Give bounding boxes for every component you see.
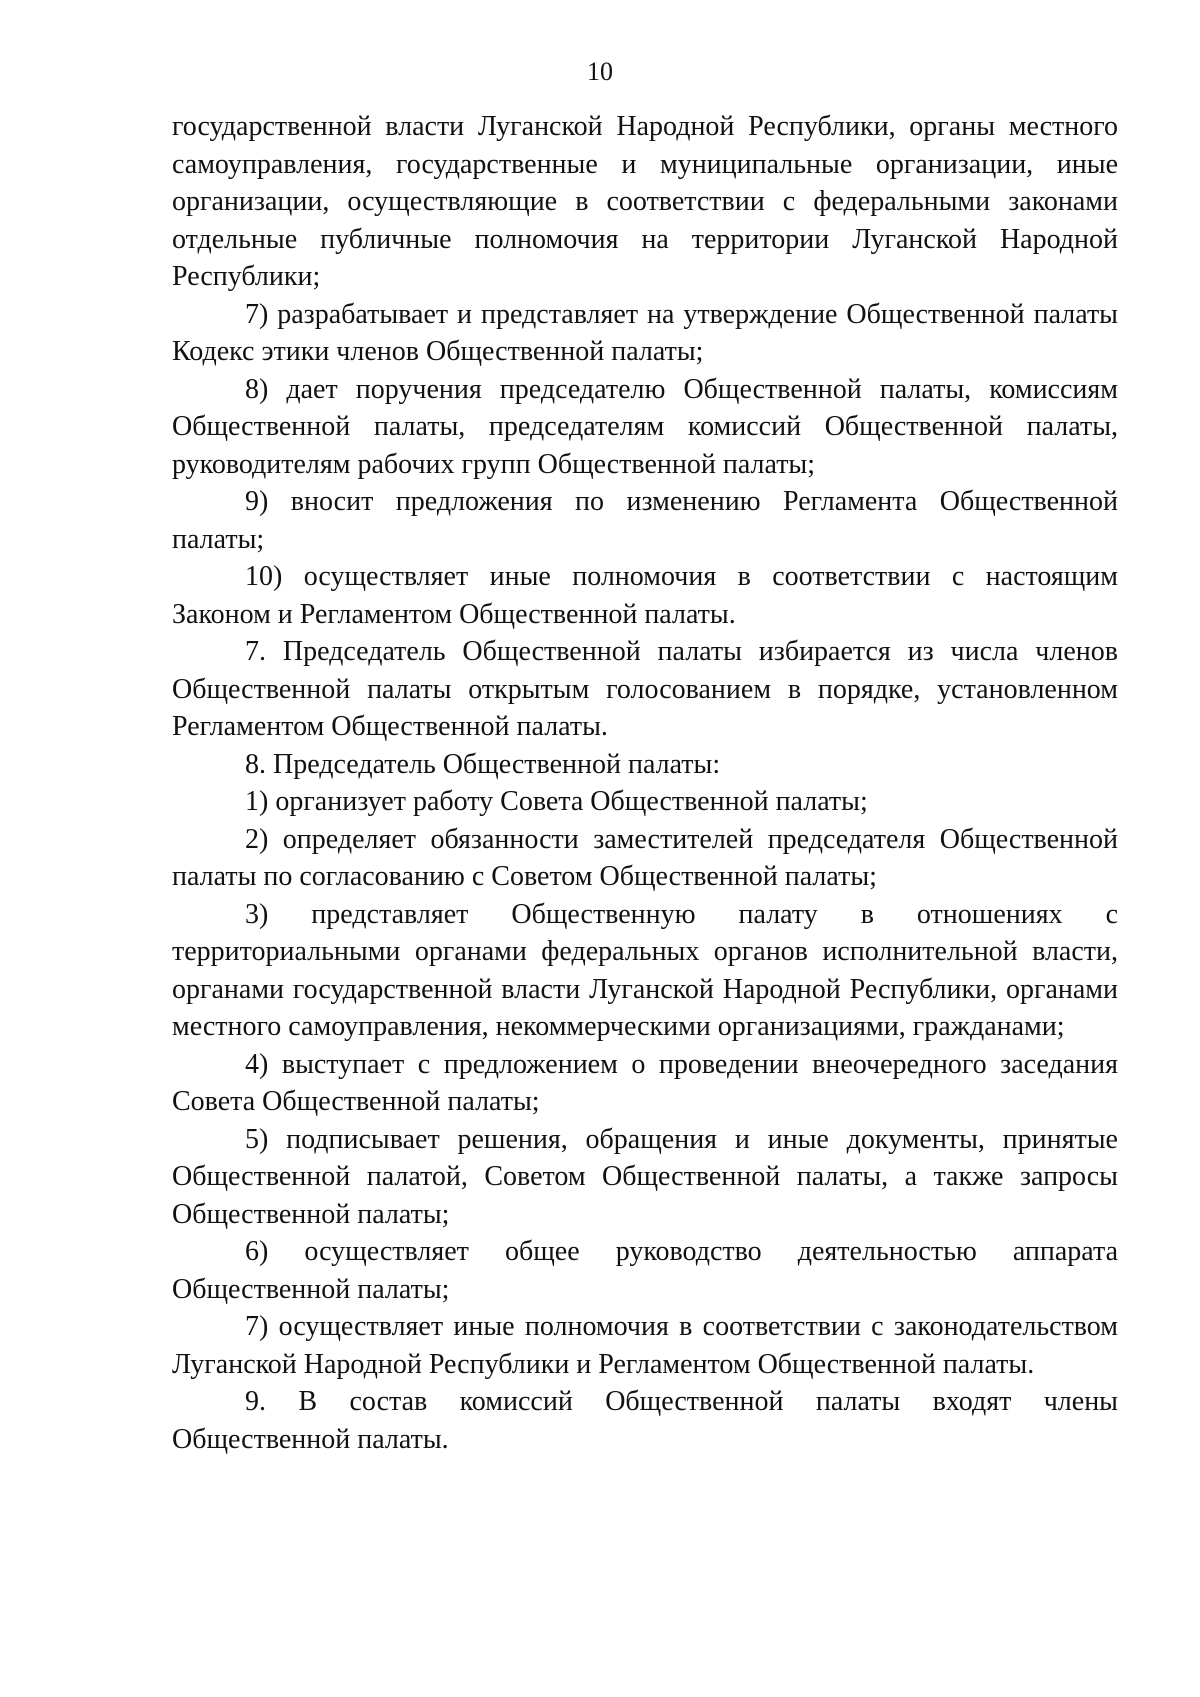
paragraph-continuation: государственной власти Луганской Народной Республики, органы местного самоуправления, государственные и муниципальные организации, иные организации, осуществляющие в соответствии с федеральными законами отдельные публичные полномочия на территории Луганской Народной Республики; [172, 111, 1118, 292]
paragraph-chair-item-4: 4) выступает с предложением о проведении внеочередного заседания Совета Общественной палаты; [172, 1048, 1118, 1117]
paragraph-chair-item-3: 3) представляет Общественную палату в отношениях с территориальными органами федеральных органов исполнительной власти, органами государственной власти Луганской Народной Республики, органами местного самоуправления, некоммерческими организациями, гражданами; [172, 898, 1118, 1042]
paragraph-chair-item-7: 7) осуществляет иные полномочия в соответствии с законодательством Луганской Народной Республики и Регламентом Общественной палаты. [172, 1311, 1118, 1380]
page-number: 10 [587, 57, 613, 86]
paragraph-item-10: 10) осуществляет иные полномочия в соответствии с настоящим Законом и Регламентом Общественной палаты. [172, 561, 1118, 630]
document-body [172, 108, 1118, 1458]
paragraph-item-9: 9) вносит предложения по изменению Регламента Общественной палаты; [172, 486, 1118, 555]
paragraph-item-7: 7) разрабатывает и представляет на утверждение Общественной палаты Кодекс этики членов Общественной палаты; [172, 298, 1118, 367]
paragraph-section-8: 8. Председатель Общественной палаты: [245, 748, 721, 780]
paragraph-chair-item-1: 1) организует работу Совета Общественной палаты; [245, 786, 868, 817]
paragraph-chair-item-2: 2) определяет обязанности заместителей председателя Общественной палаты по согласованию с Советом Общественной палаты; [172, 823, 1118, 892]
paragraph-section-7: 7. Председатель Общественной палаты избирается из числа членов Общественной палаты открытым голосованием в порядке, установленном Регламентом Общественной палаты. [172, 636, 1118, 742]
paragraph-item-8: 8) дает поручения председателю Общественной палаты, комиссиям Общественной палаты, председателям комиссий Общественной палаты, руководителям рабочих групп Общественной палаты; [172, 373, 1118, 480]
paragraph-chair-item-5: 5) подписывает решения, обращения и иные документы, принятые Общественной палатой, Советом Общественной палаты, а также запросы Общественной палаты; [172, 1123, 1118, 1230]
paragraph-section-9: 9. В состав комиссий Общественной палаты входят члены Общественной палаты. [172, 1386, 1118, 1455]
paragraph-chair-item-6: 6) осуществляет общее руководство деятельностью аппарата Общественной палаты; [172, 1236, 1118, 1305]
